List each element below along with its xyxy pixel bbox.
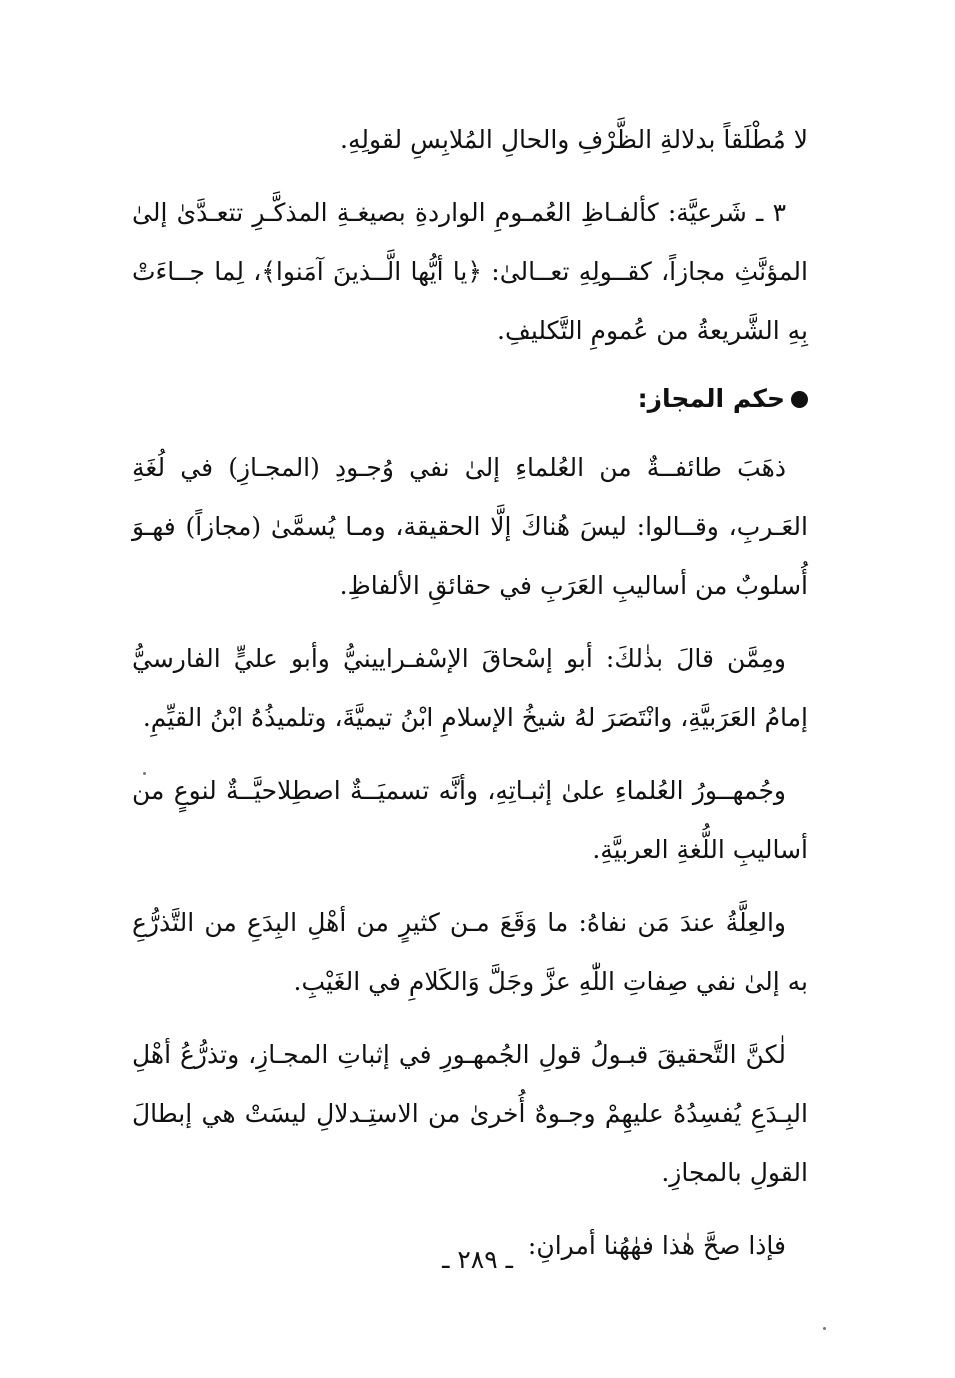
paragraph-majority: وجُمهــورُ العُلماءِ علىٰ إثبـاتِهِ، وأنَّه تسميَــةٌ اصطِلاحيَّــةٌ لنوعٍ من أساليبِ اللُّغةِ العربيَّةِ.: [132, 776, 808, 864]
section-heading-text: حكم المجاز:: [637, 384, 785, 413]
paragraph-sharia-example: ٣ ـ شَرعيَّة: كألفـاظِ العُمـومِ الواردةِ بصيغـةِ المذكَّـرِ تتعـدَّىٰ إلىٰ المؤنَّثِ مجازاً، كقــولِهِ تعــالىٰ: ﴿يا أيُّها الَّــذينَ آمَنوا﴾، لِما جــاءَتْ بِهِ الشَّريعةُ من عُمومِ التَّكليفِ.: [132, 198, 808, 345]
paragraph-deniers: ذهَبَ طائفــةٌ من العُلماءِ إلىٰ نفي وُجـودِ (المجـازِ) في لُغَةِ العَـربِ، وقــالوا: ليسَ هُناكَ إلَّا الحقيقة، ومـا يُسمَّىٰ (مجازاً) فهـوَ أُسلوبٌ من أساليبِ العَرَبِ في حقائقِ الألفاظِ.: [132, 453, 808, 600]
page-body: [132, 110, 808, 1289]
paragraph-verification: لٰكنَّ التَّحقيقَ قبـولُ قولِ الجُمهـورِ في إثباتِ المجـازِ، وتذرُّعُ أهْلِ البِـدَعِ يُفسِدُهُ عليهِمْ وجـوهٌ أُخرىٰ من الاستِـدلالِ ليسَتْ هي إبطالَ القولِ بالمجازِ.: [132, 1040, 808, 1187]
paragraph-reason: والعِلَّةُ عندَ مَن نفاهُ: ما وَقَعَ مـن كثيرٍ من أهْلِ البِدَعِ من التَّذرُّعِ به إلىٰ نفي صِفاتِ اللّٰهِ عزَّ وجَلَّ وَالكَلامِ في الغَيْبِ.: [132, 908, 808, 996]
scan-speck: [823, 1327, 826, 1330]
section-heading: [132, 374, 808, 424]
bullet-icon: [791, 391, 808, 408]
paragraph-continuation: لا مُطْلَقاً بدلالةِ الظَّرْفِ والحالِ المُلابِسِ لقولِهِ.: [340, 125, 808, 154]
page-number: ـ ٢٨٩ ـ: [442, 1245, 513, 1274]
scan-speck: [143, 772, 146, 775]
paragraph-conclusion: فإذا صحَّ هٰذا فهٰهُنا أمرانِ:: [527, 1231, 786, 1260]
paragraph-proponents: ومِمَّن قالَ بذٰلكَ: أبو إسْحاقَ الإسْفـرايينيُّ وأبو عليٍّ الفارسيُّ إمامُ العَرَبيَّةِ، وانْتَصَرَ لهُ شيخُ الإسلامِ ابْنُ تيميَّةَ، وتلميذُهُ ابْنُ القيِّمِ.: [132, 644, 808, 732]
